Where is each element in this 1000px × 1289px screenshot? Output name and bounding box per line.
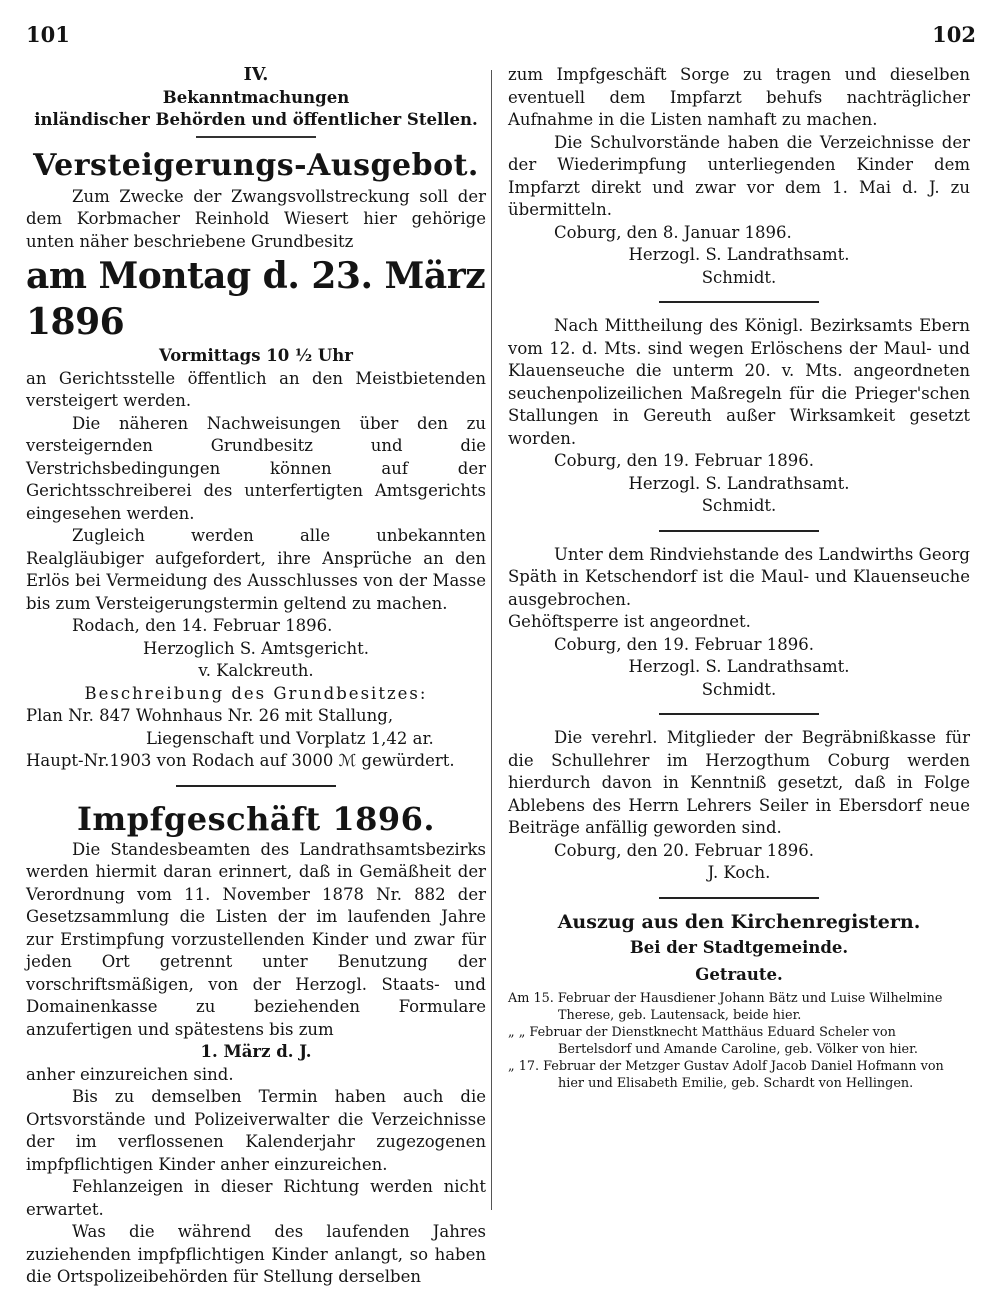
registry-entry: „ „ Februar der Dienstknecht Matthäus Eduard Scheler von Bertelsdorf und Amande Caroline, geb. Völker von hier. [508, 1025, 918, 1057]
registry-entry: „ 17. Februar der Metzger Gustav Adolf Jacob Daniel Hofmann von hier und Elisabeth Emilie, geb. Schardt von Hellingen. [508, 1059, 944, 1091]
vaccination-authority: Herzogl. S. Landrathsamt. [628, 245, 850, 264]
divider-rule [659, 713, 819, 715]
vaccination-place-date: Coburg, den 8. Januar 1896. [554, 222, 792, 242]
right-column [508, 64, 970, 1092]
divider-rule [176, 785, 336, 787]
burial-fund-place-date: Coburg, den 20. Februar 1896. [554, 840, 814, 860]
auction-notice [26, 146, 486, 773]
vaccination-title: Impfgeschäft 1896. [76, 799, 436, 838]
vaccination-paragraph-1: Die Standesbeamten des Landrathsamtsbezirks werden hiermit daran erinnert, daß in Gemäßheit der Verordnung vom 11. November 1878 Nr. 882 der Gesetzsammlung die Listen der im laufenden Jahre zur Erstimpfung vorzustellenden Kinder und zwar für jeden Ort getrennt unter Benutzung der vorschriftsmäßigen, von der Herzogl. Staats- und Domainenkasse zu beziehenden Formulare anzufertigen und spätestens bis zum [26, 839, 486, 1039]
property-description-heading: Beschreibung des Grundbesitzes: [84, 683, 428, 703]
auction-paragraph-3: Die näheren Nachweisungen über den zu versteigernden Grundbesitz und die Verstrichsbedingungen können auf der Gerichtsschreiberei des unterfertigten Amtsgerichts eingesehen werden. [26, 413, 486, 523]
ornamental-divider [196, 136, 316, 144]
section-number: IV. [243, 65, 269, 85]
auction-paragraph-1: Zum Zwecke der Zwangsvollstreckung soll der dem Korbmacher Reinhold Wiesert hier gehörige unten näher beschriebene Grundbesitz [26, 186, 486, 251]
auction-authority: Herzoglich S. Amtsgericht. [143, 638, 369, 658]
auction-date: am Montag d. 23. März 1896 [26, 255, 486, 343]
auction-place-date: Rodach, den 14. Februar 1896. [72, 616, 333, 635]
auction-title: Versteigerungs-Ausgebot. [33, 147, 479, 183]
section-title-line-1: Bekanntmachungen [162, 87, 350, 107]
registry-title: Auszug aus den Kirchenregistern. [557, 910, 921, 933]
livestock-notice-2-extra: Gehöftsperre ist angeordnet. [508, 612, 751, 631]
livestock-notice-1-place-date: Coburg, den 19. Februar 1896. [554, 451, 814, 470]
vaccination-paragraph-2: Bis zu demselben Termin haben auch die Ortsvorstände und Polizeiverwalter die Verzeichnisse der im verflossenen Kalenderjahr zugezogenen impfpflichtigen Kinder anher einzureichen. [26, 1087, 486, 1174]
auction-signer: v. Kalckreuth. [198, 661, 314, 680]
livestock-notice-1-text: Nach Mittheilung des Königl. Bezirksamts Ebern vom 12. d. Mts. sind wegen Erlöschens der Maul- und Klauenseuche die unterm 20. v. Mts. angeordneten seuchenpolizeilichen Maßregeln für die Prieger'schen Stallungen in Gereuth außer Wirksamkeit gesetzt worden. [508, 316, 970, 448]
vaccination-notice [26, 799, 486, 1289]
vaccination-school-paragraph: Die Schulvorstände haben die Verzeichnisse der der Wiederimpfung unterliegenden Kinder dem Impfarzt direkt und zwar vor dem 1. Mai d. J. zu übermitteln. [508, 132, 970, 219]
burial-fund-signer: J. Koch. [707, 863, 771, 882]
auction-paragraph-2: an Gerichtsstelle öffentlich an den Meistbietenden versteigert werden. [26, 368, 486, 410]
livestock-notice-2-signer: Schmidt. [701, 679, 777, 699]
vaccination-paragraph-3: Fehlanzeigen in dieser Richtung werden nicht erwartet. [26, 1177, 486, 1219]
divider-rule [659, 530, 819, 532]
auction-paragraph-4: Zugleich werden alle unbekannten Realgläubiger aufgefordert, ihre Ansprüche an den Erlös bei Vermeidung des Ausschlusses von der Masse bis zum Versteigerungstermin geltend zu machen. [26, 526, 486, 613]
divider-rule [659, 897, 819, 899]
burial-fund-notice [508, 727, 970, 885]
page-number-right: 102 [932, 22, 976, 47]
left-column [26, 64, 486, 1289]
vaccination-deadline: 1. März d. J. [200, 1042, 312, 1061]
property-description-line-1: Plan Nr. 847 Wohnhaus Nr. 26 mit Stallung, [26, 706, 394, 725]
registry-category: Getraute. [695, 964, 783, 984]
vaccination-continuation: zum Impfgeschäft Sorge zu tragen und dieselben eventuell dem Impfarzt behufs nachträglicher Aufnahme in die Listen namhaft zu machen. [508, 65, 970, 129]
vaccination-paragraph-4: Was die während des laufenden Jahres zuziehenden impfpflichtigen Kinder anlangt, so haben die Ortspolizeibehörden für Stellung derselben [26, 1222, 486, 1286]
livestock-notice-1-authority: Herzogl. S. Landrathsamt. [628, 473, 850, 493]
livestock-notice-1 [508, 315, 970, 518]
registry-entry: Am 15. Februar der Hausdiener Johann Bätz und Luise Wilhelmine Therese, geb. Lautensack, beide hier. [508, 991, 943, 1023]
livestock-notice-1-signer: Schmidt. [701, 496, 777, 515]
section-title-line-2: inländischer Behörden und öffentlicher Stellen. [34, 110, 478, 129]
registry-parish: Bei der Stadtgemeinde. [629, 938, 849, 957]
livestock-notice-2-authority: Herzogl. S. Landrathsamt. [628, 657, 850, 676]
vaccination-notice-continued [508, 64, 970, 289]
column-divider [491, 70, 492, 1210]
vaccination-paragraph-1-end: anher einzureichen sind. [26, 1064, 234, 1084]
livestock-notice-2-text: Unter dem Rindviehstande des Landwirths Georg Späth in Ketschendorf ist die Maul- und Klauenseuche ausgebrochen. [508, 544, 970, 609]
property-description-line-2: Liegenschaft und Vorplatz 1,42 ar. [146, 728, 434, 748]
divider-rule [659, 301, 819, 303]
property-description-line-3: Haupt-Nr.1903 von Rodach auf 3000 ℳ gewürdert. [26, 751, 455, 770]
livestock-notice-2 [508, 544, 970, 702]
auction-time: Vormittags 10 ½ Uhr [159, 346, 353, 365]
burial-fund-text: Die verehrl. Mitglieder der Begräbnißkasse für die Schullehrer im Herzogthum Coburg werden hierdurch davon in Kenntniß gesetzt, daß in Folge Ablebens des Herrn Lehrers Seiler in Ebersdorf neue Beiträge anfällig geworden sind. [508, 728, 970, 837]
livestock-notice-2-place-date: Coburg, den 19. Februar 1896. [554, 634, 814, 654]
vaccination-signer: Schmidt. [701, 267, 777, 287]
church-registry [508, 911, 970, 1093]
page-number-left: 101 [26, 22, 70, 47]
